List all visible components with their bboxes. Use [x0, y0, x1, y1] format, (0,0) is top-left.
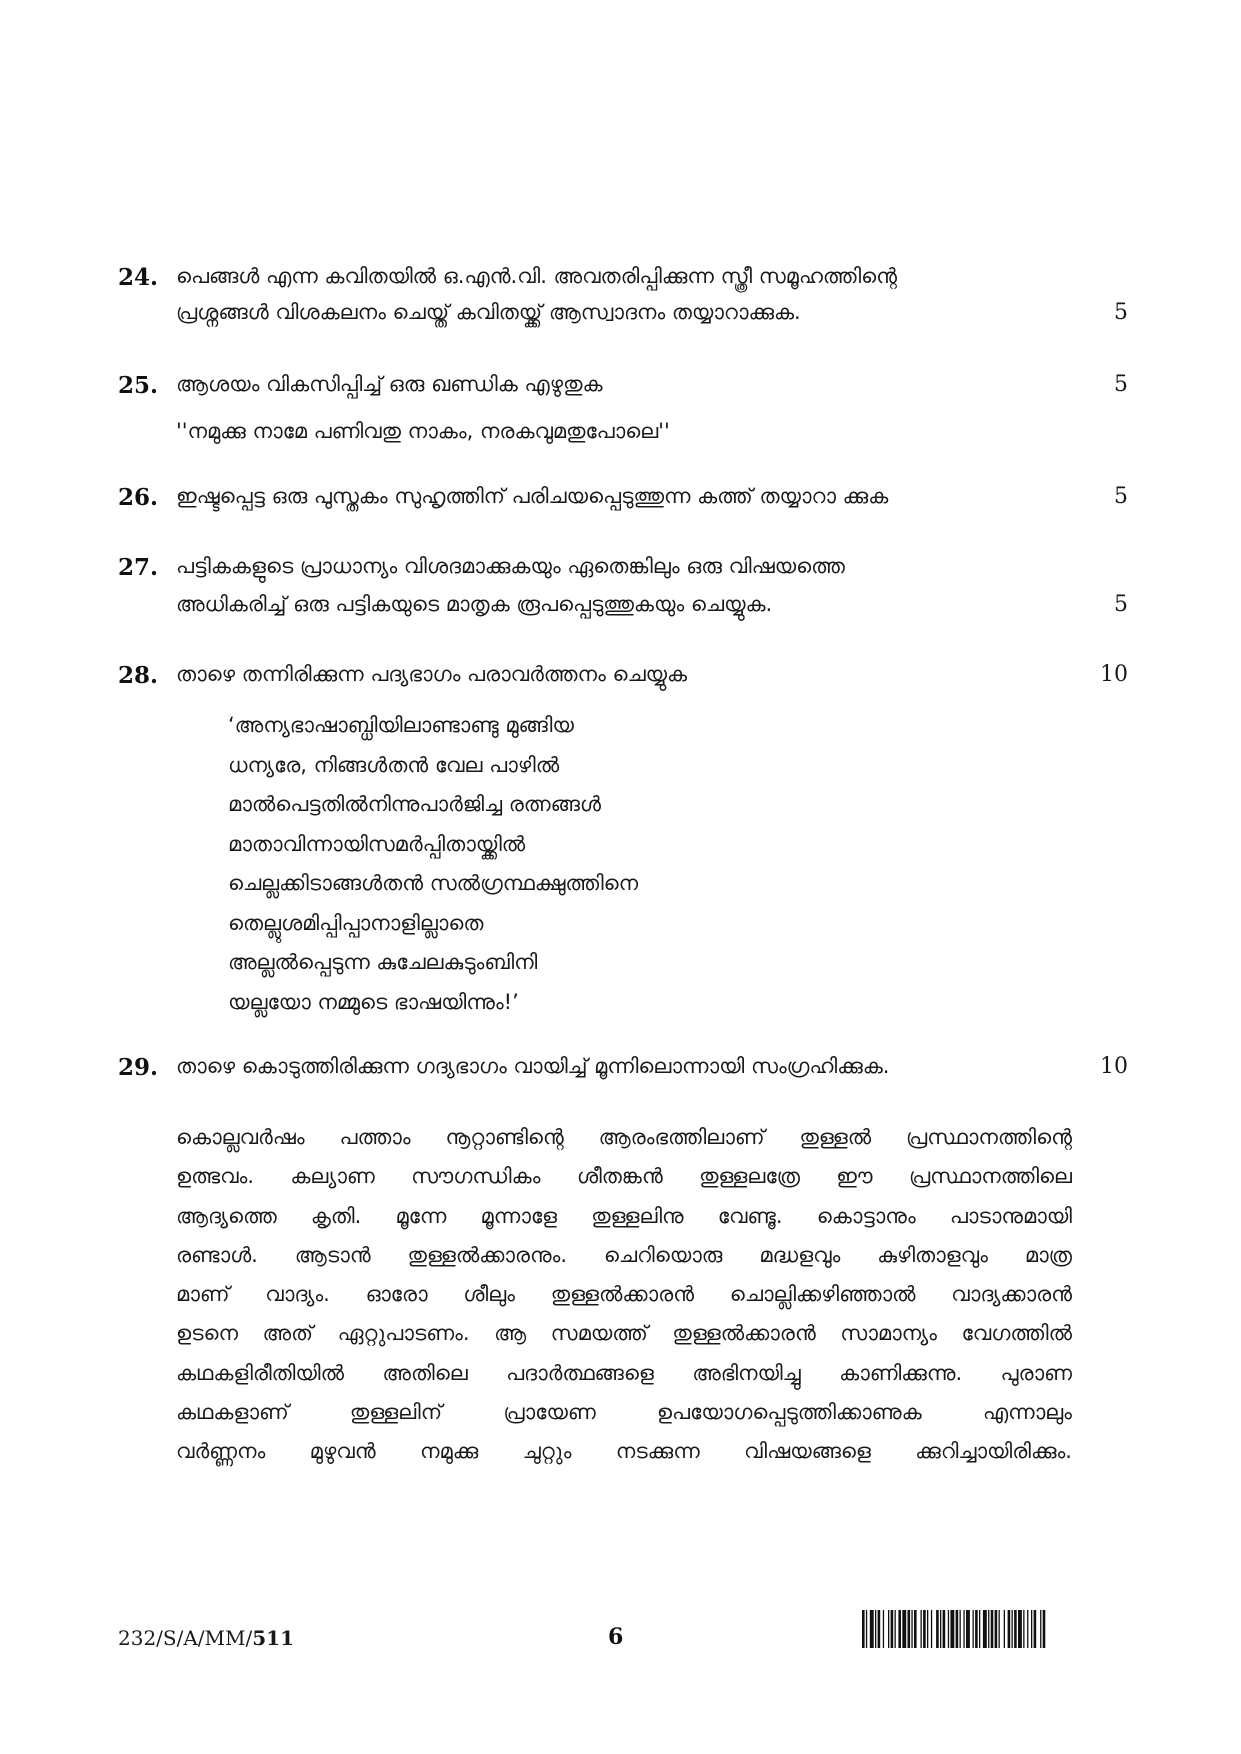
barcode-bar	[902, 1610, 906, 1648]
question-text-line: പെങ്ങൾ എന്ന കവിതയിൽ ഒ.എൻ.വി. അവതരിപ്പിക്കുന്ന സ്ത്രീ സമൂഹത്തിന്റെ	[176, 264, 898, 288]
question-marks: 10	[1100, 662, 1128, 687]
barcode-bar	[888, 1610, 889, 1648]
prose-line: കഥകളാണ് തുള്ളലിന് പ്രായേണ ഉപയോഗപ്പെടുത്തിക്കാണുക എന്നാലും	[176, 1400, 1072, 1425]
question-number: 24.	[118, 264, 159, 291]
barcode-bar	[875, 1610, 876, 1648]
barcode-bar	[1027, 1610, 1028, 1648]
barcode-bar	[908, 1610, 911, 1648]
poem-line: ‘അന്യഭാഷാബ്ധിയിലാണ്ടാണ്ടു മുങ്ങിയ	[228, 713, 574, 737]
poem-line: മാതാവിന്നായിസമർപ്പിതായ്ക്കിൽ	[228, 831, 526, 856]
barcode-bar	[866, 1610, 867, 1648]
page-number: 6	[608, 1624, 624, 1650]
question-text-line: അധികരിച്ച് ഒരു പട്ടികയുടെ മാതൃക രൂപപ്പെടുത്തുകയും ചെയ്യുക.	[176, 592, 773, 616]
barcode-bar	[966, 1610, 970, 1648]
barcode-bar	[991, 1610, 994, 1648]
question-text-line: പ്രശ്നങ്ങൾ വിശകലനം ചെയ്ത് കവിതയ്ക്ക് ആസ്വാദനം തയ്യാറാക്കുക.	[176, 300, 801, 324]
barcode-bar	[891, 1610, 894, 1648]
prose-line: ഉടനെ അത് ഏറ്റുപാടണം. ആ സമയത്ത് തുള്ളൽക്കാരൻ സാമാന്യം വേഗത്തിൽ	[176, 1321, 1072, 1346]
barcode-bar	[923, 1610, 926, 1648]
barcode-bar	[988, 1610, 989, 1648]
barcode-bar	[1018, 1610, 1022, 1648]
poem-line: അല്ലൽപ്പെടുന്ന കുചേലകുടുംബിനി	[228, 950, 538, 974]
question-text-line: ആശയം വികസിപ്പിച്ച് ഒരു ഖണ്ഡിക എഴുതുക	[176, 372, 603, 396]
question-text-line: ഇഷ്ടപ്പെട്ട ഒരു പുസ്തകം സുഹൃത്തിന് പരിചയപ്പെടുത്തുന്ന കത്ത് തയ്യാറാ ക്കുക	[176, 484, 889, 508]
paper-code	[118, 1626, 294, 1650]
poem-passage	[228, 706, 638, 1022]
barcode-bar	[999, 1610, 1000, 1648]
barcode-bar	[878, 1610, 881, 1648]
question-text-line: ''നമുക്കു നാമേ പണിവതു നാകം, നരകവുമതുപോലെ''	[176, 419, 670, 443]
barcode-bar	[963, 1610, 964, 1648]
barcode-bar	[1043, 1610, 1046, 1648]
barcode-bar	[911, 1610, 912, 1648]
poem-line: തെല്ലുശമിപ്പിപ്പാനാളില്ലാതെ	[228, 910, 484, 935]
question-marks: 10	[1100, 1054, 1128, 1079]
barcode-bar	[960, 1610, 961, 1648]
barcode-bar	[1012, 1610, 1013, 1648]
paper-code-prefix: 232/S/A/MM/	[118, 1626, 253, 1650]
barcode-bar	[1014, 1610, 1017, 1648]
barcode-bar	[995, 1610, 998, 1648]
barcode-bar	[883, 1610, 884, 1648]
barcode-bar	[1008, 1610, 1011, 1648]
prose-passage	[176, 1118, 1072, 1472]
question-text-line: പട്ടികകളുടെ പ്രാധാന്യം വിശദമാക്കുകയും ഏതെങ്കിലും ഒരു വിഷയത്തെ	[176, 554, 845, 578]
question-number: 27.	[118, 554, 159, 581]
question-marks: 5	[1114, 484, 1128, 509]
barcode-bar	[950, 1610, 954, 1648]
barcode-bar	[898, 1610, 901, 1648]
barcode-bar	[931, 1610, 932, 1648]
barcode-bar	[921, 1610, 922, 1648]
barcode-bar	[948, 1610, 949, 1648]
barcode-bar	[956, 1610, 959, 1648]
barcode-bar	[1004, 1610, 1005, 1648]
barcode-bar	[862, 1610, 865, 1648]
barcode-bar	[975, 1610, 978, 1648]
poem-line: ചെല്ലക്കിടാങ്ങൾതൻ സൽഗ്രന്ഥക്ഷുത്തിനെ	[228, 871, 639, 895]
barcode-bar	[943, 1610, 946, 1648]
prose-line: ഉത്ഭവം. കല്യാണ സൗഗന്ധികം ശീതങ്കൻ തുള്ളലത്രേ ഈ പ്രസ്ഥാനത്തിലെ	[176, 1164, 1072, 1189]
barcode-bar	[870, 1610, 874, 1648]
barcode-bar	[983, 1610, 987, 1648]
question-marks: 5	[1114, 300, 1128, 325]
prose-line: കഥകളിരീതിയിൽ അതിലെ പദാർത്ഥങ്ങളെ അഭിനയിച്ചു കാണിക്കുന്നു. പുരാണ	[176, 1360, 1072, 1385]
prose-line: രണ്ടാൾ. ആടാൻ തുള്ളൽക്കാരനും. ചെറിയൊരു മദ്ധളവും കുഴിതാളവും മാത്ര	[176, 1242, 1072, 1267]
prose-line: മാണ് വാദ്യം. ഓരോ ശീലും തുള്ളൽക്കാരൻ ചൊല്ലിക്കഴിഞ്ഞാൽ വാദ്യക്കാരൻ	[176, 1282, 1072, 1307]
poem-line: മാൽപെട്ടതിൽനിന്നുപാർജിച്ച രത്നങ്ങൾ	[228, 792, 601, 816]
poem-line: ധന്യരേ, നിങ്ങൾതൻ വേല പാഴിൽ	[228, 752, 560, 777]
barcode-bar	[1034, 1610, 1037, 1648]
barcode-bar	[940, 1610, 941, 1648]
barcode-bar	[1031, 1610, 1032, 1648]
question-number: 29.	[118, 1054, 159, 1081]
barcode-image	[862, 1610, 1127, 1648]
barcode-bar	[973, 1610, 974, 1648]
question-number: 25.	[118, 372, 159, 399]
barcode-bar	[1023, 1610, 1024, 1648]
barcode-bar	[936, 1610, 939, 1648]
poem-line: യല്ലയോ നമ്മുടെ ഭാഷയിന്നും!’	[228, 989, 519, 1014]
barcode-bar	[914, 1610, 917, 1648]
prose-line: കൊല്ലവർഷം പത്താം നൂറ്റാണ്ടിന്റെ ആരംഭത്തിലാണ് തുള്ളൽ പ്രസ്ഥാനത്തിന്റെ	[176, 1125, 1072, 1149]
question-text-line: താഴെ തന്നിരിക്കുന്ന പദ്യഭാഗം പരാവർത്തനം ചെയ്യുക	[176, 662, 688, 686]
barcode-bar	[895, 1610, 896, 1648]
prose-line: വർണ്ണനം മുഴുവൻ നമുക്കു ചുറ്റും നടക്കുന്ന വിഷയങ്ങളെ ക്കുറിച്ചായിരിക്കും.	[176, 1439, 1072, 1464]
paper-code-number: 511	[252, 1626, 294, 1650]
question-marks: 5	[1114, 592, 1128, 617]
barcode-bar	[979, 1610, 980, 1648]
barcode-bar	[1040, 1610, 1041, 1648]
question-number: 26.	[118, 484, 159, 511]
prose-line: ആദ്യത്തെ കൃതി. മൂന്നേ മൂന്നാളേ തുള്ളലിനു വേണ്ടൂ. കൊട്ടാനും പാടാനുമായി	[176, 1203, 1072, 1228]
question-number: 28.	[118, 662, 159, 689]
question-text-line: താഴെ കൊടുത്തിരിക്കുന്ന ഗദ്യഭാഗം വായിച്ച് മൂന്നിലൊന്നായി സംഗ്രഹിക്കുക.	[176, 1054, 890, 1078]
question-marks: 5	[1114, 372, 1128, 397]
barcode-bar	[927, 1610, 928, 1648]
